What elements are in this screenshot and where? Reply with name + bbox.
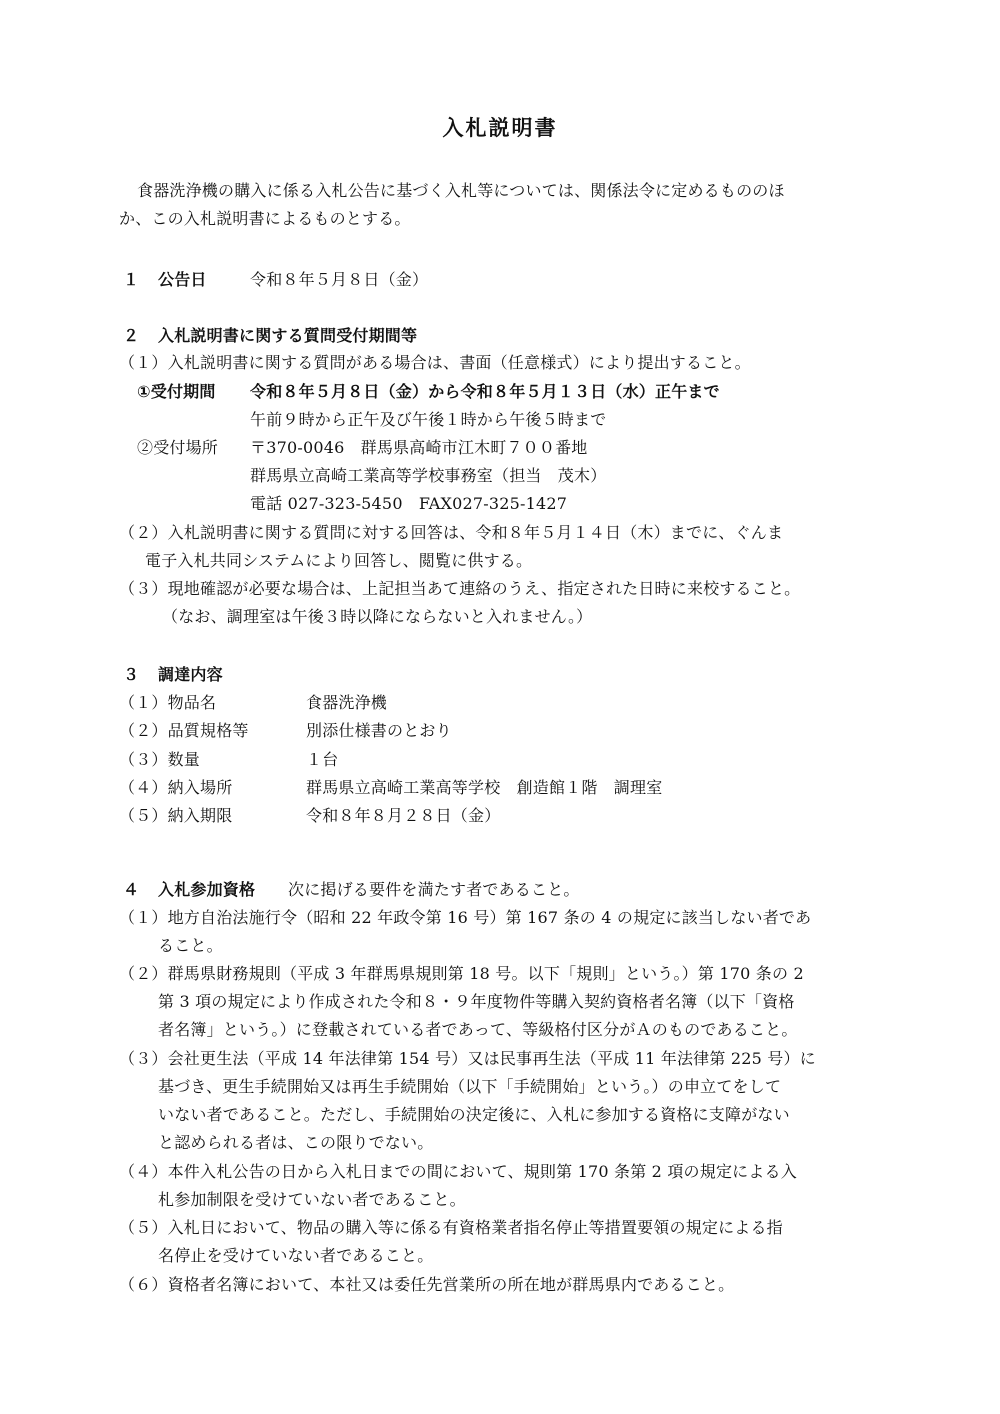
sec1-heading: 公告日 bbox=[158, 270, 207, 289]
intro-line-1: 食器洗浄機の購入に係る入札公告に基づく入札等については、関係法令に定めるもののほ bbox=[137, 181, 785, 200]
sec3-row-value: 令和８年８月２８日（金） bbox=[306, 806, 501, 825]
sec4-line: （２）群馬県財務規則（平成 3 年群馬県規則第 18 号。以下「規則」という。）第 170 条の 2 bbox=[119, 964, 804, 983]
sec4-line: 者名簿」という。）に登載されている者であって、等級格付区分がＡのものであること。 bbox=[158, 1020, 798, 1039]
sec3-row-value: １台 bbox=[306, 750, 339, 769]
sec2-number: ２ bbox=[123, 326, 140, 345]
sec4-number: ４ bbox=[123, 880, 140, 899]
sec2-heading: 入札説明書に関する質問受付期間等 bbox=[158, 326, 418, 345]
sec3-row-label: （３）数量 bbox=[119, 750, 201, 769]
sec3-number: ３ bbox=[123, 665, 140, 684]
sec4-line: （３）会社更生法（平成 14 年法律第 154 号）又は民事再生法（平成 11 年法律第 225 号）に bbox=[119, 1049, 816, 1068]
sec1-number: １ bbox=[123, 270, 140, 289]
sec4-line: と認められる者は、この限りでない。 bbox=[158, 1133, 434, 1152]
sec4-line: （６）資格者名簿において、本社又は委任先営業所の所在地が群馬県内であること。 bbox=[119, 1275, 735, 1294]
sec3-row-label: （４）納入場所 bbox=[119, 778, 233, 797]
sec1-value: 令和８年５月８日（金） bbox=[250, 270, 429, 289]
sec4-line: 基づき、更生手続開始又は再生手続開始（以下「手続開始」という。）の申立てをして bbox=[158, 1077, 782, 1096]
sec3-row-label: （１）物品名 bbox=[119, 693, 217, 712]
sec4-line: （１）地方自治法施行令（昭和 22 年政令第 16 号）第 167 条の 4 の規定に該当しない者であ bbox=[119, 908, 812, 927]
sec4-line: 名停止を受けていない者であること。 bbox=[158, 1246, 434, 1265]
intro-line-2: か、この入札説明書によるものとする。 bbox=[119, 209, 411, 228]
sec2-period-value: 令和８年５月８日（金）から令和８年５月１３日（水）正午まで bbox=[250, 382, 720, 401]
sec2-period-hours: 午前９時から正午及び午後１時から午後５時まで bbox=[250, 410, 607, 429]
sec2-item-3-line-1: （３）現地確認が必要な場合は、上記担当あて連絡のうえ、指定された日時に来校すること。 bbox=[119, 579, 801, 598]
sec2-place-address: 〒370-0046 群馬県高崎市江木町７００番地 bbox=[250, 438, 588, 457]
sec2-place-office: 群馬県立高崎工業高等学校事務室（担当 茂木） bbox=[250, 466, 607, 485]
sec4-line: 札参加制限を受けていない者であること。 bbox=[158, 1190, 466, 1209]
sec2-period-label: ①受付期間 bbox=[137, 382, 216, 401]
sec3-heading: 調達内容 bbox=[158, 665, 223, 684]
sec4-line: 第 3 項の規定により作成された令和８・９年度物件等購入契約資格者名簿（以下「資格 bbox=[158, 992, 795, 1011]
sec2-item-2-line-1: （２）入札説明書に関する質問に対する回答は、令和８年５月１４日（木）までに、ぐんま bbox=[119, 523, 784, 542]
sec2-place-label: ②受付場所 bbox=[137, 438, 219, 457]
sec3-row-label: （２）品質規格等 bbox=[119, 721, 249, 740]
sec3-row-value: 食器洗浄機 bbox=[306, 693, 388, 712]
sec3-row-label: （５）納入期限 bbox=[119, 806, 233, 825]
sec3-row-value: 群馬県立高崎工業高等学校 創造館１階 調理室 bbox=[306, 778, 663, 797]
sec2-item-3-line-2: （なお、調理室は午後３時以降にならないと入れません。） bbox=[162, 607, 593, 626]
document-title: 入札説明書 bbox=[442, 116, 558, 140]
sec4-line: ること。 bbox=[158, 936, 223, 955]
sec4-line: （５）入札日において、物品の購入等に係る有資格業者指名停止等措置要領の規定による指 bbox=[119, 1218, 783, 1237]
sec2-item-1: （１）入札説明書に関する質問がある場合は、書面（任意様式）により提出すること。 bbox=[119, 353, 751, 372]
sec4-heading: 入札参加資格 bbox=[158, 880, 256, 899]
sec2-item-2-line-2: 電子入札共同システムにより回答し、閲覧に供する。 bbox=[145, 551, 533, 570]
sec4-line: （４）本件入札公告の日から入札日までの間において、規則第 170 条第 2 項の規定による入 bbox=[119, 1162, 797, 1181]
sec4-line: いない者であること。ただし、手続開始の決定後に、入札に参加する資格に支障がない bbox=[158, 1105, 790, 1124]
sec2-place-phone: 電話 027-323-5450 FAX027-325-1427 bbox=[250, 494, 568, 513]
sec3-row-value: 別添仕様書のとおり bbox=[306, 721, 452, 740]
sec4-lead: 次に掲げる要件を満たす者であること。 bbox=[288, 880, 580, 899]
